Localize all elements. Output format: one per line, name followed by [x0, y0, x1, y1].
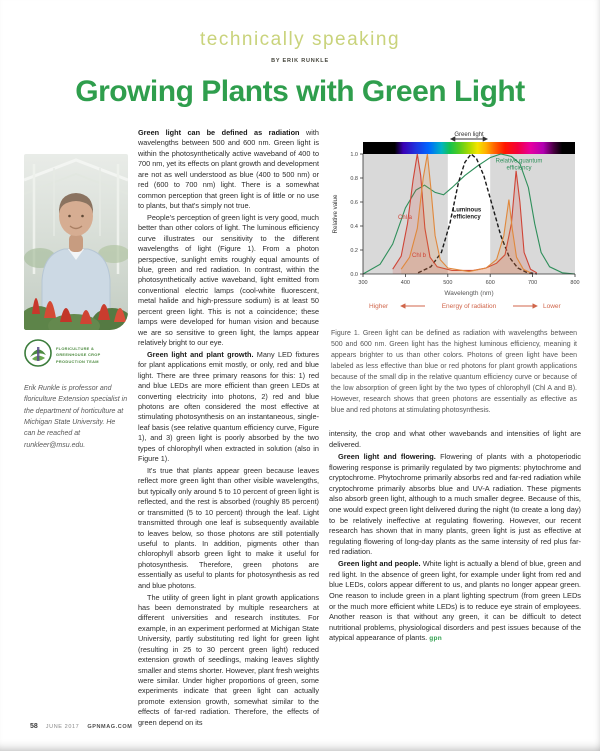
svg-text:0.6: 0.6 [350, 200, 358, 206]
figure1-chart [329, 128, 581, 320]
svg-text:Chl a: Chl a [397, 214, 413, 221]
svg-text:0.4: 0.4 [350, 224, 358, 230]
paragraph-people [329, 559, 581, 644]
middle-column [138, 128, 319, 727]
svg-text:Higher: Higher [369, 303, 389, 310]
paragraph-text: Many LED fixtures for plant applications emit mostly, or only, red and blue light. There are three primary reasons for this: 1) red and blue LEDs are more efficient than green LEDs at converting electricity into photons, 2) red and blue photons are often considered the most effective at stimulating photosynthesis on an instantaneous, single-leaf basis (see relative quantum efficiency curve, Figure 1), and 3) green light is poorly absorbed by the two types of chlorophyll when extracted in solution (also in Figure 1). [138, 349, 319, 464]
page-number: 58 [30, 723, 38, 730]
svg-text:Relative value: Relative value [332, 194, 339, 234]
svg-text:600: 600 [485, 280, 495, 286]
end-of-article-mark: gpn [429, 635, 443, 643]
paragraph-intro [138, 128, 319, 211]
figure-caption: Figure 1. Green light can be defined as radiation with wavelengths between 500 and 600 nm. Green light has the highest luminous efficiency, meaning it appears brighter to us than other colors. Photons of green light have been labeled as less effective than blue or red photons for plant growth applications because of the small dip in the relative quantum efficiency curve or because of the low absorption of green light by the two types of chlorophyll (Chl A and B). However, research shows that green photons are essentially as effective as blue and red photons at stimulating photosynthesis. [331, 330, 577, 415]
article-title: Growing Plants with Green Light [75, 75, 525, 108]
paragraph-plant-growth [138, 350, 319, 465]
paragraph-lead: Green light and flowering. [338, 452, 436, 462]
paragraph-text: Flowering of plants with a photoperiodic flowering response is primarily regulated by two pigments: phytochrome and cryptochrome. Phytochrome primarily absorbs red and far-red radiation while cryptochrome primarily absorbs blue and UV-A radiation. These pigments also absorb green light, although to a much smaller degree. Because of this, one would expect green light delivered during the night (to create a long day) to be relatively ineffective at regulating flowering. However, our recent research has shown that in many plants, green light is just as effective at regulating flowering of long-day plants as the same intensity of red plus far-red radiation. [329, 452, 581, 557]
paragraph-flowering [329, 452, 581, 558]
svg-text:Relative quantumefficiency: Relative quantum efficiency [495, 158, 543, 172]
svg-text:Energy of radiation: Energy of radiation [441, 303, 497, 310]
team-logo [24, 339, 128, 372]
paragraph-text: White light is actually a blend of blue, green and red light. In the absence of green light, for example under light from red and blue LEDs, colors appear different to us, and plants no longer appear green. One reason to include green in a plant lighting spectrum (from green LEDs or the much more efficient white LEDs) is to reduce eye strain of employees. Another reason is that without any green, it can be difficult to detect nutritional problems, physiological disorders and pest issues because of the atypical appearance of plants. [329, 559, 581, 643]
paragraph-text: The utility of green light in plant growth applications has been demonstrated by multiple researchers at different universities and research institutes. For example, in an experiment performed at Michigan State University, partly substituting red light for green light (resulting in 25 to 30 percent green light) reduced extension growth of seedlings, making leaves slightly smaller and stems shorter. However, plant fresh weights were similar. Under higher proportions of green, some experiments indicate that green light can actually promote extension growth, somewhat similar to the effects of far-red radiation. Therefore, the effects of green depend on its [138, 592, 319, 727]
svg-text:700: 700 [528, 280, 538, 286]
page-footer [30, 723, 132, 730]
team-logo-text [56, 346, 101, 364]
paragraph [138, 466, 319, 591]
byline: BY ERIK RUNKLE [271, 58, 329, 64]
team-logo-line: PRODUCTION TEAM [56, 358, 99, 364]
issue-date: JUNE 2017 [45, 724, 80, 730]
paragraph-text: It's true that plants appear green because leaves reflect more green light than other visible wavelengths, but typically only around 5 to 10 percent of green light is reflected, and the rest is absorbed (roughly 85 percent) or transmitted (5 to 10 percent) through the leaf. Light transmitted through one leaf is subsequently available to leaves below, so those photons are still potentially useful to plants. In addition, pigments other than chlorophyll absorb green light to make it useful for photosynthesis. Therefore, green photons are essentially as useful to plants for photosynthesis as red and blue photons. [138, 466, 319, 590]
svg-text:400: 400 [400, 280, 410, 286]
svg-text:Wavelength (nm): Wavelength (nm) [444, 290, 494, 297]
svg-text:Green light: Green light [454, 132, 484, 138]
page-header [0, 0, 600, 64]
paragraph-text: with wavelengths between 500 and 600 nm. Green light is within the photosynthetically active waveband of 400 to 700 nm, yet its effects on plant growth and development are not as well understood as blue (400 to 500 nm) or red (600 to 700 nm) light. There is a somewhat common perception that green light is of little or no use to plants, but that's simply not true. [138, 128, 319, 210]
left-column [24, 128, 128, 711]
paragraph-text: People's perception of green light is very good, much better than other colors of light. The luminous efficiency curve illustrates our sensitivity to the different wavelengths of light (Figure 1). From a photon perspective, sunlight emits roughly equal amounts of blue, green and red radiation. In contrast, within the photosynthetically active waveband, light emitted from conventional electric lamps (cool-white fluorescent, metal halide and high-pressure sodium) is at least 50 percent green light. This is not a coincidence; these lamps were developed for human vision and because we are so sensitive to green light, the lamps appear relatively bright to our eye. [138, 212, 319, 347]
svg-text:500: 500 [443, 280, 453, 286]
right-column [329, 128, 581, 711]
magazine-website: GPNMAG.COM [87, 724, 133, 730]
author-photo [24, 154, 128, 330]
paragraph-lead: Green light and plant growth. [147, 349, 254, 359]
svg-text:0.8: 0.8 [350, 176, 358, 182]
team-logo-icon [24, 339, 52, 372]
paragraph-lead: Green light and people. [338, 559, 421, 569]
paragraph-continuation [329, 429, 581, 450]
team-logo-line: FLORICULTURE & [56, 346, 95, 352]
svg-text:300: 300 [358, 280, 368, 286]
team-logo-line: GREENHOUSE CROP [56, 352, 101, 358]
paragraph-lead: Green light can be defined as radiation [138, 128, 300, 137]
svg-text:0.0: 0.0 [350, 272, 358, 278]
paragraph-text: intensity, the crop and what other wavebands and intensities of light are delivered. [329, 429, 581, 449]
paragraph [138, 213, 319, 348]
svg-text:0.2: 0.2 [350, 248, 358, 254]
author-bio: Erik Runkle is professor and floriculture Extension specialist in the department of horticulture at Michigan State University. He can be reached at runkleer@msu.edu. [24, 385, 128, 449]
svg-text:1.0: 1.0 [350, 152, 358, 158]
column-title: technically speaking [199, 29, 401, 50]
svg-text:Luminousefficiency: Luminous efficiency [452, 207, 482, 221]
paragraph [138, 593, 319, 728]
svg-text:Lower: Lower [543, 303, 561, 310]
svg-text:Chl b: Chl b [411, 253, 427, 260]
figure-1 [329, 128, 581, 416]
svg-text:800: 800 [570, 280, 580, 286]
